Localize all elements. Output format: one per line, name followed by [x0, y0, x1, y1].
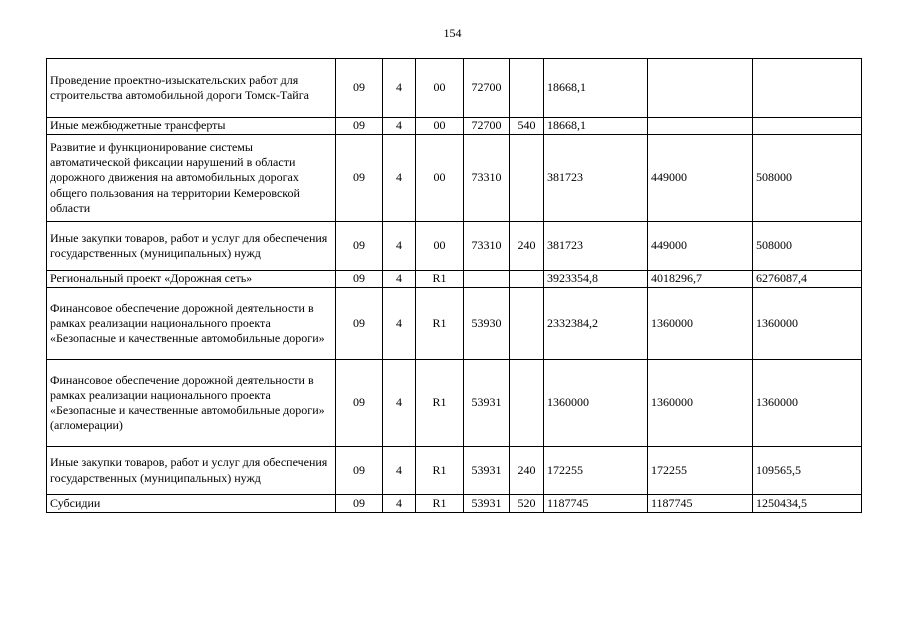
- amount-year-3: 1360000: [753, 360, 862, 447]
- expense-direction-code: 53931: [464, 360, 510, 447]
- expense-direction-code: 53931: [464, 447, 510, 495]
- amount-year-2: 1187745: [648, 495, 753, 513]
- program-code: R1: [416, 495, 464, 513]
- amount-year-3: 508000: [753, 222, 862, 271]
- program-code: 00: [416, 135, 464, 222]
- amount-year-3: [753, 118, 862, 135]
- subsection-code: 4: [383, 288, 416, 360]
- subsection-code: 4: [383, 135, 416, 222]
- amount-year-1: 1187745: [544, 495, 648, 513]
- amount-year-3: 508000: [753, 135, 862, 222]
- subsection-code: 4: [383, 59, 416, 118]
- row-name: Иные межбюджетные трансферты: [47, 118, 336, 135]
- budget-table-body: [47, 59, 862, 513]
- amount-year-1: 1360000: [544, 360, 648, 447]
- subsection-code: 4: [383, 118, 416, 135]
- section-code: 09: [336, 118, 383, 135]
- expense-type-code: 540: [510, 118, 544, 135]
- section-code: 09: [336, 288, 383, 360]
- table-row: [47, 118, 862, 135]
- table-row: [47, 222, 862, 271]
- amount-year-3: 109565,5: [753, 447, 862, 495]
- program-code: 00: [416, 222, 464, 271]
- expense-type-code: 240: [510, 222, 544, 271]
- program-code: 00: [416, 118, 464, 135]
- amount-year-1: 381723: [544, 222, 648, 271]
- amount-year-2: 1360000: [648, 360, 753, 447]
- subsection-code: 4: [383, 222, 416, 271]
- amount-year-2: 172255: [648, 447, 753, 495]
- expense-type-code: [510, 59, 544, 118]
- expense-direction-code: 73310: [464, 222, 510, 271]
- program-code: 00: [416, 59, 464, 118]
- table-row: [47, 447, 862, 495]
- amount-year-1: 2332384,2: [544, 288, 648, 360]
- section-code: 09: [336, 135, 383, 222]
- amount-year-1: 172255: [544, 447, 648, 495]
- program-code: R1: [416, 360, 464, 447]
- table-row: [47, 360, 862, 447]
- program-code: R1: [416, 447, 464, 495]
- program-code: R1: [416, 271, 464, 288]
- subsection-code: 4: [383, 495, 416, 513]
- amount-year-2: [648, 118, 753, 135]
- row-name: Финансовое обеспечение дорожной деятельности в рамках реализации национального проекта «Безопасные и качественные автомобильные дороги»: [47, 288, 336, 360]
- amount-year-1: 3923354,8: [544, 271, 648, 288]
- table-row: [47, 59, 862, 118]
- amount-year-3: [753, 59, 862, 118]
- section-code: 09: [336, 222, 383, 271]
- section-code: 09: [336, 59, 383, 118]
- table-row: [47, 495, 862, 513]
- row-name: Развитие и функционирование системы автоматической фиксации нарушений в области дорожного движения на автомобильных дорогах общего пользования на территории Кемеровской области: [47, 135, 336, 222]
- subsection-code: 4: [383, 360, 416, 447]
- amount-year-3: 6276087,4: [753, 271, 862, 288]
- section-code: 09: [336, 495, 383, 513]
- expense-direction-code: 73310: [464, 135, 510, 222]
- expense-type-code: [510, 271, 544, 288]
- expense-type-code: [510, 135, 544, 222]
- expense-type-code: [510, 288, 544, 360]
- expense-direction-code: [464, 271, 510, 288]
- amount-year-3: 1250434,5: [753, 495, 862, 513]
- expense-type-code: 520: [510, 495, 544, 513]
- program-code: R1: [416, 288, 464, 360]
- amount-year-2: 449000: [648, 222, 753, 271]
- subsection-code: 4: [383, 447, 416, 495]
- amount-year-2: 1360000: [648, 288, 753, 360]
- row-name: Проведение проектно-изыскательских работ для строительства автомобильной дороги Томск-Тайга: [47, 59, 336, 118]
- amount-year-1: 18668,1: [544, 59, 648, 118]
- amount-year-2: 4018296,7: [648, 271, 753, 288]
- amount-year-3: 1360000: [753, 288, 862, 360]
- expense-direction-code: 53930: [464, 288, 510, 360]
- expense-direction-code: 53931: [464, 495, 510, 513]
- expense-direction-code: 72700: [464, 59, 510, 118]
- row-name: Иные закупки товаров, работ и услуг для обеспечения государственных (муниципальных) нужд: [47, 447, 336, 495]
- page-number: 154: [443, 26, 462, 40]
- section-code: 09: [336, 271, 383, 288]
- section-code: 09: [336, 447, 383, 495]
- subsection-code: 4: [383, 271, 416, 288]
- budget-table: [46, 58, 862, 513]
- expense-direction-code: 72700: [464, 118, 510, 135]
- section-code: 09: [336, 360, 383, 447]
- row-name: Субсидии: [47, 495, 336, 513]
- expense-type-code: 240: [510, 447, 544, 495]
- amount-year-1: 18668,1: [544, 118, 648, 135]
- row-name: Финансовое обеспечение дорожной деятельности в рамках реализации национального проекта «Безопасные и качественные автомобильные дороги» (агломерации): [47, 360, 336, 447]
- table-row: [47, 288, 862, 360]
- amount-year-2: 449000: [648, 135, 753, 222]
- amount-year-2: [648, 59, 753, 118]
- expense-type-code: [510, 360, 544, 447]
- table-row: [47, 135, 862, 222]
- table-row: [47, 271, 862, 288]
- amount-year-1: 381723: [544, 135, 648, 222]
- row-name: Иные закупки товаров, работ и услуг для обеспечения государственных (муниципальных) нужд: [47, 222, 336, 271]
- row-name: Региональный проект «Дорожная сеть»: [47, 271, 336, 288]
